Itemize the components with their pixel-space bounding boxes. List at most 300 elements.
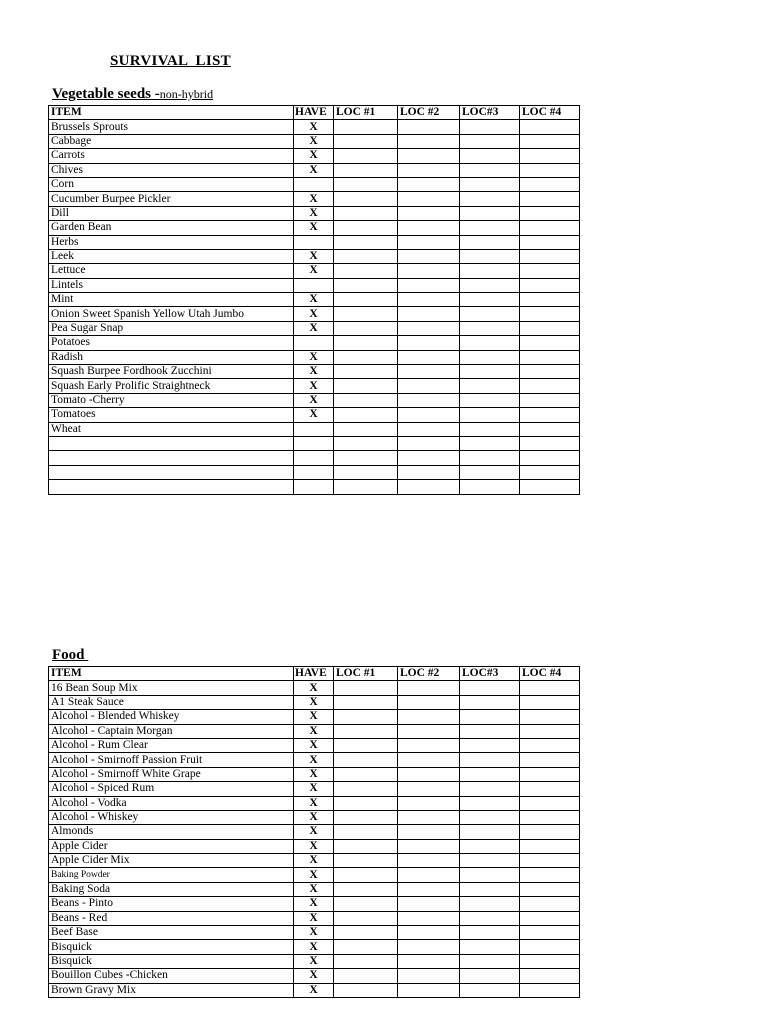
item-cell: Alcohol - Captain Morgan [49, 724, 294, 738]
loc1-cell [334, 738, 398, 752]
loc4-cell [520, 738, 580, 752]
loc3-cell [460, 954, 520, 968]
table-row [49, 163, 580, 177]
have-cell [294, 235, 334, 249]
loc4-cell [520, 221, 580, 235]
have-cell: X [294, 293, 334, 307]
loc4-cell [520, 753, 580, 767]
loc3-cell [460, 264, 520, 278]
loc2-cell [398, 969, 460, 983]
loc2-cell [398, 422, 460, 436]
loc2-cell [398, 839, 460, 853]
loc2-cell [398, 393, 460, 407]
loc4-cell [520, 897, 580, 911]
loc3-cell [460, 408, 520, 422]
loc1-cell [334, 221, 398, 235]
item-cell: Squash Early Prolific Straightneck [49, 379, 294, 393]
have-cell: X [294, 926, 334, 940]
loc3-cell [460, 753, 520, 767]
loc1-cell [334, 983, 398, 997]
loc2-cell [398, 940, 460, 954]
item-cell: Alcohol - Smirnoff White Grape [49, 767, 294, 781]
loc3-cell [460, 278, 520, 292]
loc3-cell [460, 393, 520, 407]
item-cell: Corn [49, 177, 294, 191]
item-cell: Radish [49, 350, 294, 364]
loc4-cell [520, 926, 580, 940]
item-cell: Mint [49, 293, 294, 307]
item-cell: Almonds [49, 825, 294, 839]
have-cell: X [294, 681, 334, 695]
loc3-cell [460, 249, 520, 263]
table-row [49, 839, 580, 853]
table-row [49, 753, 580, 767]
table-row [49, 307, 580, 321]
loc2-cell [398, 221, 460, 235]
loc3-cell [460, 854, 520, 868]
loc1-cell [334, 882, 398, 896]
item-cell: Pea Sugar Snap [49, 321, 294, 335]
item-cell: Alcohol - Spiced Rum [49, 782, 294, 796]
loc4-cell [520, 235, 580, 249]
loc1-cell [334, 307, 398, 321]
loc4-cell [520, 954, 580, 968]
loc4-cell [520, 810, 580, 824]
item-cell: Chives [49, 163, 294, 177]
have-cell: X [294, 767, 334, 781]
loc2-cell [398, 954, 460, 968]
loc4-cell [520, 465, 580, 479]
table-row [49, 926, 580, 940]
have-cell: X [294, 868, 334, 882]
loc2-cell [398, 149, 460, 163]
have-cell: X [294, 221, 334, 235]
have-cell [294, 465, 334, 479]
loc2-cell [398, 307, 460, 321]
loc1-cell [334, 825, 398, 839]
item-cell: Bisquick [49, 954, 294, 968]
have-cell: X [294, 825, 334, 839]
loc4-cell [520, 393, 580, 407]
table-row [49, 177, 580, 191]
loc2-cell [398, 882, 460, 896]
table-row [49, 825, 580, 839]
table-header-row [49, 106, 580, 120]
item-cell: Tomato -Cherry [49, 393, 294, 407]
table-row [49, 436, 580, 450]
loc2-cell [398, 408, 460, 422]
loc1-cell [334, 264, 398, 278]
loc1-cell [334, 422, 398, 436]
loc3-cell [460, 796, 520, 810]
loc2-cell [398, 695, 460, 709]
loc3-cell [460, 436, 520, 450]
have-cell: X [294, 724, 334, 738]
loc2-cell [398, 983, 460, 997]
loc1-cell [334, 451, 398, 465]
have-cell: X [294, 738, 334, 752]
table-row [49, 134, 580, 148]
item-cell: Potatoes [49, 336, 294, 350]
table-row [49, 149, 580, 163]
loc3-cell [460, 120, 520, 134]
loc4-cell [520, 451, 580, 465]
loc2-cell [398, 465, 460, 479]
loc1-cell [334, 120, 398, 134]
loc1-cell [334, 249, 398, 263]
loc2-cell [398, 264, 460, 278]
loc3-cell [460, 926, 520, 940]
loc3-cell [460, 882, 520, 896]
table-row [49, 422, 580, 436]
loc3-cell [460, 350, 520, 364]
loc2-cell [398, 724, 460, 738]
loc1-cell [334, 969, 398, 983]
loc1-cell [334, 336, 398, 350]
loc2-cell [398, 120, 460, 134]
item-cell: Alcohol - Vodka [49, 796, 294, 810]
loc1-cell [334, 954, 398, 968]
loc4-cell [520, 983, 580, 997]
item-cell: Alcohol - Rum Clear [49, 738, 294, 752]
item-cell: Leek [49, 249, 294, 263]
table-row [49, 810, 580, 824]
loc4-cell [520, 321, 580, 335]
loc3-cell [460, 969, 520, 983]
loc4-cell [520, 293, 580, 307]
loc1-cell [334, 854, 398, 868]
table-row [49, 782, 580, 796]
loc1-cell [334, 710, 398, 724]
loc3-cell [460, 710, 520, 724]
loc3-cell [460, 940, 520, 954]
loc2-cell [398, 753, 460, 767]
item-cell: Onion Sweet Spanish Yellow Utah Jumbo [49, 307, 294, 321]
have-cell: X [294, 710, 334, 724]
loc1-cell [334, 465, 398, 479]
item-cell: Baking Powder [49, 868, 294, 882]
loc2-cell [398, 681, 460, 695]
table-row [49, 897, 580, 911]
have-cell: X [294, 782, 334, 796]
loc1-cell [334, 379, 398, 393]
item-cell: Wheat [49, 422, 294, 436]
have-cell: X [294, 882, 334, 896]
loc2-cell [398, 293, 460, 307]
loc2-cell [398, 350, 460, 364]
item-cell: Bouillon Cubes -Chicken [49, 969, 294, 983]
item-cell: Beans - Pinto [49, 897, 294, 911]
table-row [49, 940, 580, 954]
item-cell [49, 465, 294, 479]
table-row [49, 451, 580, 465]
have-cell: X [294, 911, 334, 925]
table-row [49, 681, 580, 695]
table-row [49, 393, 580, 407]
loc1-cell [334, 149, 398, 163]
loc1-cell [334, 782, 398, 796]
item-cell: Carrots [49, 149, 294, 163]
have-cell: X [294, 810, 334, 824]
loc4-cell [520, 163, 580, 177]
loc1-cell [334, 839, 398, 853]
loc3-cell [460, 307, 520, 321]
loc1-cell [334, 278, 398, 292]
column-header-loc3: LOC#3 [460, 667, 520, 681]
loc2-cell [398, 868, 460, 882]
loc2-cell [398, 926, 460, 940]
item-cell: Brown Gravy Mix [49, 983, 294, 997]
loc4-cell [520, 480, 580, 494]
loc1-cell [334, 796, 398, 810]
loc3-cell [460, 336, 520, 350]
have-cell: X [294, 393, 334, 407]
loc3-cell [460, 868, 520, 882]
have-cell: X [294, 969, 334, 983]
have-cell: X [294, 249, 334, 263]
table-row [49, 379, 580, 393]
loc3-cell [460, 724, 520, 738]
have-cell: X [294, 192, 334, 206]
loc3-cell [460, 465, 520, 479]
table-row [49, 868, 580, 882]
loc4-cell [520, 940, 580, 954]
table-row [49, 192, 580, 206]
have-cell: X [294, 206, 334, 220]
loc3-cell [460, 235, 520, 249]
loc4-cell [520, 134, 580, 148]
loc3-cell [460, 293, 520, 307]
item-cell: Apple Cider [49, 839, 294, 853]
loc4-cell [520, 868, 580, 882]
have-cell: X [294, 264, 334, 278]
loc1-cell [334, 911, 398, 925]
loc2-cell [398, 163, 460, 177]
item-cell: Tomatoes [49, 408, 294, 422]
food-rows [49, 681, 580, 998]
have-cell: X [294, 120, 334, 134]
loc1-cell [334, 436, 398, 450]
vegetable-seeds-rows [49, 120, 580, 494]
loc1-cell [334, 724, 398, 738]
item-cell: 16 Bean Soup Mix [49, 681, 294, 695]
table-row [49, 465, 580, 479]
item-cell: Lintels [49, 278, 294, 292]
loc3-cell [460, 782, 520, 796]
item-cell: Baking Soda [49, 882, 294, 896]
loc3-cell [460, 839, 520, 853]
loc3-cell [460, 695, 520, 709]
vegetable-seeds-heading [52, 86, 213, 103]
have-cell: X [294, 408, 334, 422]
table-row [49, 710, 580, 724]
item-cell: Alcohol - Smirnoff Passion Fruit [49, 753, 294, 767]
have-cell: X [294, 954, 334, 968]
loc3-cell [460, 422, 520, 436]
loc2-cell [398, 436, 460, 450]
column-header-item: ITEM [49, 667, 294, 681]
item-cell: Cabbage [49, 134, 294, 148]
loc2-cell [398, 379, 460, 393]
loc2-cell [398, 480, 460, 494]
loc3-cell [460, 480, 520, 494]
have-cell: X [294, 321, 334, 335]
loc4-cell [520, 796, 580, 810]
table-row [49, 336, 580, 350]
table-row [49, 408, 580, 422]
column-header-loc1: LOC #1 [334, 667, 398, 681]
loc1-cell [334, 480, 398, 494]
loc4-cell [520, 436, 580, 450]
have-cell: X [294, 365, 334, 379]
loc4-cell [520, 882, 580, 896]
vegetable-seeds-table [48, 105, 580, 495]
column-header-have: HAVE [294, 667, 334, 681]
item-cell: Alcohol - Whiskey [49, 810, 294, 824]
item-cell: Garden Bean [49, 221, 294, 235]
loc2-cell [398, 134, 460, 148]
loc2-cell [398, 810, 460, 824]
table-row [49, 796, 580, 810]
table-row [49, 882, 580, 896]
column-header-loc4: LOC #4 [520, 106, 580, 120]
item-cell: Beef Base [49, 926, 294, 940]
loc1-cell [334, 868, 398, 882]
table-row [49, 854, 580, 868]
have-cell: X [294, 940, 334, 954]
loc1-cell [334, 408, 398, 422]
item-cell [49, 480, 294, 494]
loc2-cell [398, 825, 460, 839]
item-cell [49, 451, 294, 465]
loc4-cell [520, 710, 580, 724]
have-cell [294, 436, 334, 450]
have-cell [294, 422, 334, 436]
loc1-cell [334, 365, 398, 379]
column-header-loc1: LOC #1 [334, 106, 398, 120]
table-row [49, 264, 580, 278]
loc2-cell [398, 177, 460, 191]
loc2-cell [398, 249, 460, 263]
item-cell: Herbs [49, 235, 294, 249]
table-header-row [49, 667, 580, 681]
loc3-cell [460, 134, 520, 148]
loc4-cell [520, 911, 580, 925]
have-cell: X [294, 379, 334, 393]
table-row [49, 480, 580, 494]
loc3-cell [460, 192, 520, 206]
loc1-cell [334, 192, 398, 206]
loc2-cell [398, 738, 460, 752]
loc3-cell [460, 365, 520, 379]
loc3-cell [460, 177, 520, 191]
have-cell: X [294, 753, 334, 767]
column-header-item: ITEM [49, 106, 294, 120]
loc4-cell [520, 839, 580, 853]
loc4-cell [520, 350, 580, 364]
loc4-cell [520, 681, 580, 695]
have-cell [294, 336, 334, 350]
table-row [49, 350, 580, 364]
loc4-cell [520, 206, 580, 220]
table-row [49, 954, 580, 968]
loc1-cell [334, 235, 398, 249]
column-header-loc2: LOC #2 [398, 667, 460, 681]
loc4-cell [520, 695, 580, 709]
loc4-cell [520, 365, 580, 379]
loc3-cell [460, 738, 520, 752]
have-cell: X [294, 350, 334, 364]
loc4-cell [520, 192, 580, 206]
loc3-cell [460, 911, 520, 925]
item-cell: Beans - Red [49, 911, 294, 925]
table-row [49, 293, 580, 307]
loc1-cell [334, 293, 398, 307]
loc4-cell [520, 149, 580, 163]
loc3-cell [460, 825, 520, 839]
loc1-cell [334, 753, 398, 767]
loc2-cell [398, 235, 460, 249]
column-header-loc3: LOC#3 [460, 106, 520, 120]
loc1-cell [334, 321, 398, 335]
loc4-cell [520, 969, 580, 983]
table-row [49, 983, 580, 997]
table-row [49, 738, 580, 752]
table-row [49, 365, 580, 379]
loc4-cell [520, 782, 580, 796]
loc2-cell [398, 278, 460, 292]
loc2-cell [398, 451, 460, 465]
table-row [49, 969, 580, 983]
column-header-loc4: LOC #4 [520, 667, 580, 681]
loc1-cell [334, 177, 398, 191]
table-row [49, 321, 580, 335]
loc4-cell [520, 825, 580, 839]
table-row [49, 767, 580, 781]
item-cell: Brussels Sprouts [49, 120, 294, 134]
item-cell: Alcohol - Blended Whiskey [49, 710, 294, 724]
loc4-cell [520, 379, 580, 393]
loc1-cell [334, 681, 398, 695]
loc1-cell [334, 926, 398, 940]
have-cell: X [294, 163, 334, 177]
loc2-cell [398, 321, 460, 335]
loc4-cell [520, 854, 580, 868]
loc4-cell [520, 724, 580, 738]
loc2-cell [398, 206, 460, 220]
have-cell: X [294, 695, 334, 709]
column-header-have: HAVE [294, 106, 334, 120]
loc3-cell [460, 451, 520, 465]
loc4-cell [520, 307, 580, 321]
have-cell: X [294, 149, 334, 163]
loc1-cell [334, 767, 398, 781]
have-cell: X [294, 983, 334, 997]
loc2-cell [398, 854, 460, 868]
loc1-cell [334, 350, 398, 364]
item-cell [49, 436, 294, 450]
loc2-cell [398, 710, 460, 724]
loc1-cell [334, 134, 398, 148]
loc4-cell [520, 767, 580, 781]
table-row [49, 249, 580, 263]
have-cell: X [294, 796, 334, 810]
loc3-cell [460, 897, 520, 911]
loc2-cell [398, 767, 460, 781]
table-row [49, 911, 580, 925]
food-heading: Food [52, 647, 89, 663]
loc2-cell [398, 911, 460, 925]
